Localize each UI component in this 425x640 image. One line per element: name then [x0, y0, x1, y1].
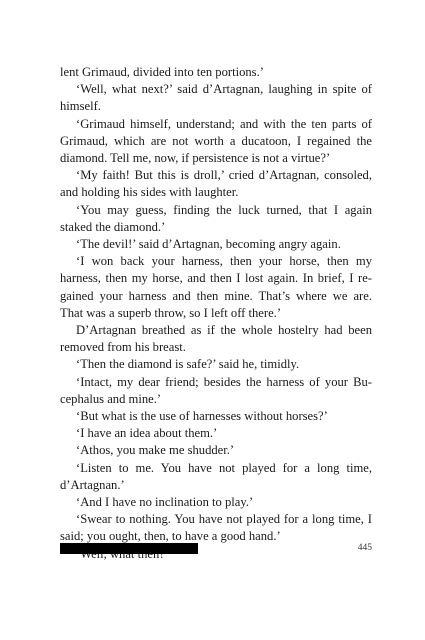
paragraph: ‘Then the diamond is safe?’ said he, timidly.	[76, 357, 300, 372]
paragraph: ‘I have an idea about them.’	[76, 426, 218, 441]
paragraph: ‘But what is the use of harnesses without horses?’	[76, 409, 328, 424]
paragraph: lent Grimaud, divided into ten portions.’	[60, 65, 264, 79]
paragraph: ‘Swear to nothing. You have not played for a long time, I said; you ought, then, to have a good hand.’	[60, 512, 372, 544]
paragraph: ‘Intact, my dear friend; besides the harness of your Bucephalus and mine.’	[60, 374, 372, 406]
paragraph: ‘I won back your harness, then your horse, then my harness, then my horse, and then I lost again. In brief, I regained your harness and then mine. That’s where we are. That was a superb throw, so I left off there.’	[60, 254, 372, 320]
paragraph: ‘The devil!’ said d’Artagnan, becoming angry again.	[76, 237, 341, 252]
paragraph: ‘You may guess, finding the luck turned, that I again staked the diamond.’	[60, 202, 372, 234]
page-body	[60, 64, 372, 563]
paragraph: ‘And I have no inclination to play.’	[76, 495, 254, 510]
page-footer	[60, 541, 372, 555]
paragraph: ‘My faith! But this is droll,’ cried d’Artagnan, consoled, and holding his sides with laughter.	[60, 168, 372, 200]
paragraph: D’Artagnan breathed as if the whole hostelry had been removed from his breast.	[60, 323, 372, 355]
redaction-bar	[60, 543, 198, 554]
paragraph: ‘Listen to me. You have not played for a long time, d’Artagnan.’	[60, 460, 372, 492]
page-number: 445	[357, 543, 372, 553]
paragraph: ‘Well, what next?’ said d’Artagnan, laughing in spite of himself.	[60, 82, 372, 114]
paragraph: ‘Grimaud himself, understand; and with the ten parts of Grimaud, which are not worth a ducatoon, I regained the diamond. Tell me, now, if persistence is not a virtue?’	[60, 116, 372, 166]
paragraph: ‘Athos, you make me shudder.’	[76, 443, 235, 458]
